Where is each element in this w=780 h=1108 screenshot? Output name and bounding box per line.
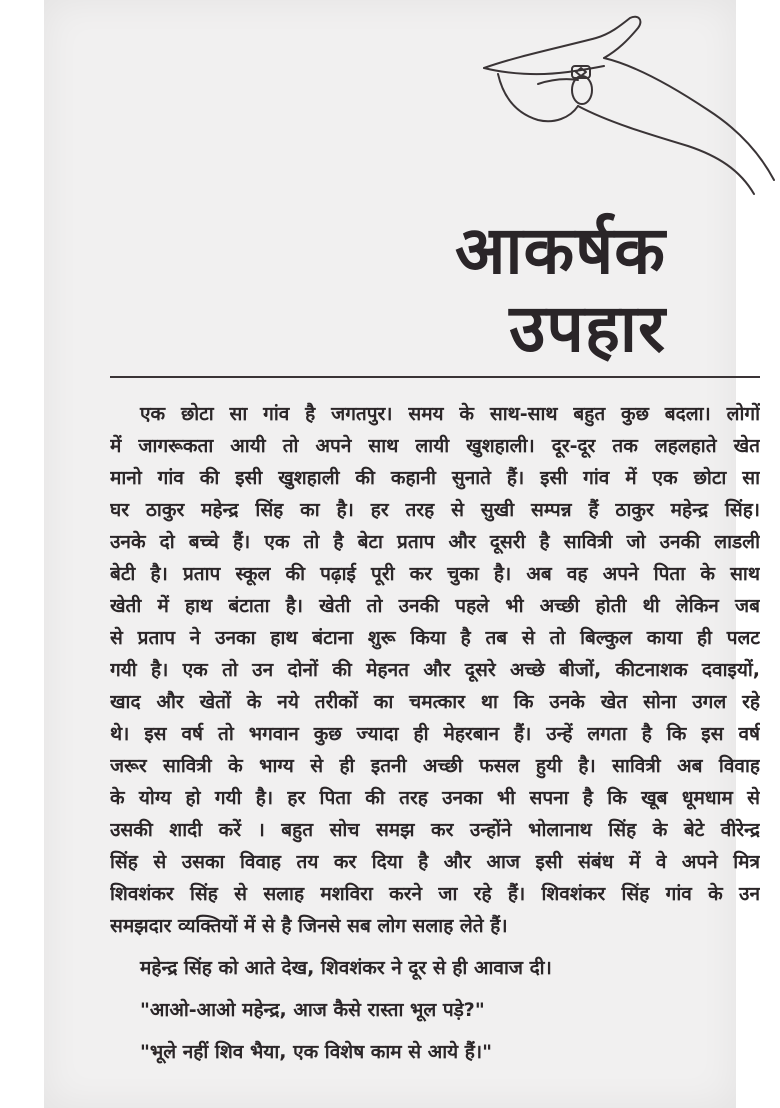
text-line: खाद और खेतों के नये तरीकों का चमत्कार था कि उनके खेत सोना उगल रहे	[110, 691, 760, 713]
paragraph-3: "आओ-आओ महेन्द्र, आज कैसे रास्ता भूल पड़े?"	[140, 999, 485, 1021]
paragraph-4: "भूले नहीं शिव भैया, एक विशेष काम से आये हैं।"	[140, 1041, 492, 1063]
text-line: बेटी है। प्रताप स्कूल की पढ़ाई पूरी कर चुका है। अब वह अपने पिता के साथ	[110, 563, 760, 585]
text-line: खेती में हाथ बंटाता है। खेती तो उनकी पहले भी अच्छी होती थी लेकिन जब	[110, 595, 760, 617]
text-line: उनके दो बच्चे हैं। एक तो है बेटा प्रताप और दूसरी है सावित्री जो उनकी लाडली	[110, 531, 760, 553]
chapter-title-line-1: आकर्षक	[455, 212, 666, 289]
story-text	[110, 398, 760, 1068]
text-line: जरूर सावित्री के भाग्य से ही इतनी अच्छी फसल हुयी है। सावित्री अब विवाह	[110, 755, 760, 777]
text-line: एक छोटा सा गांव है जगतपुर। समय के साथ-साथ बहुत कुछ बदला। लोगों	[140, 403, 760, 425]
text-line: गयी है। एक तो उन दोनों की मेहनत और दूसरे अच्छे बीजों, कीटनाशक दवाइयों,	[110, 659, 760, 681]
paragraph-1	[110, 398, 760, 942]
text-line: घर ठाकुर महेन्द्र सिंह का है। हर तरह से सुखी सम्पन्न हैं ठाकुर महेन्द्र सिंह।	[110, 499, 760, 521]
chapter-title	[455, 212, 666, 368]
chapter-title-line-2: उपहार	[509, 290, 666, 367]
book-page	[44, 0, 760, 1108]
text-line: शिवशंकर सिंह से सलाह मशविरा करने जा रहे हैं। शिवशंकर सिंह गांव के उन	[110, 883, 760, 905]
text-line: के योग्य हो गयी है। हर पिता की तरह उनका भी सपना है कि खूब धूमधाम से	[110, 787, 760, 809]
paragraph-2: महेन्द्र सिंह को आते देख, शिवशंकर ने दूर से ही आवाज दी।	[140, 957, 552, 979]
text-line: मानो गांव की इसी खुशहाली की कहानी सुनाते हैं। इसी गांव में एक छोटा सा	[110, 467, 760, 489]
text-line: से प्रताप ने उनका हाथ बंटाना शुरू किया है तब से तो बिल्कुल काया ही पलट	[110, 627, 760, 649]
text-line: थे। इस वर्ष तो भगवान कुछ ज्यादा ही मेहरबान हैं। उन्हें लगता है कि इस वर्ष	[110, 723, 760, 745]
text-line: में जागरूकता आयी तो अपने साथ लायी खुशहाली। दूर-दूर तक लहलहाते खेत	[110, 435, 760, 457]
text-line: समझदार व्यक्तियों में से है जिनसे सब लोग सलाह लेते हैं।	[110, 915, 508, 937]
text-line: उसकी शादी करें । बहुत सोच समझ कर उन्होंने भोलानाथ सिंह के बेटे वीरेन्द्र	[110, 819, 760, 841]
text-line: सिंह से उसका विवाह तय कर दिया है और आज इसी संबंध में वे अपने मित्र	[110, 851, 760, 873]
hand-ring-illustration	[478, 10, 778, 210]
title-divider	[110, 376, 760, 378]
